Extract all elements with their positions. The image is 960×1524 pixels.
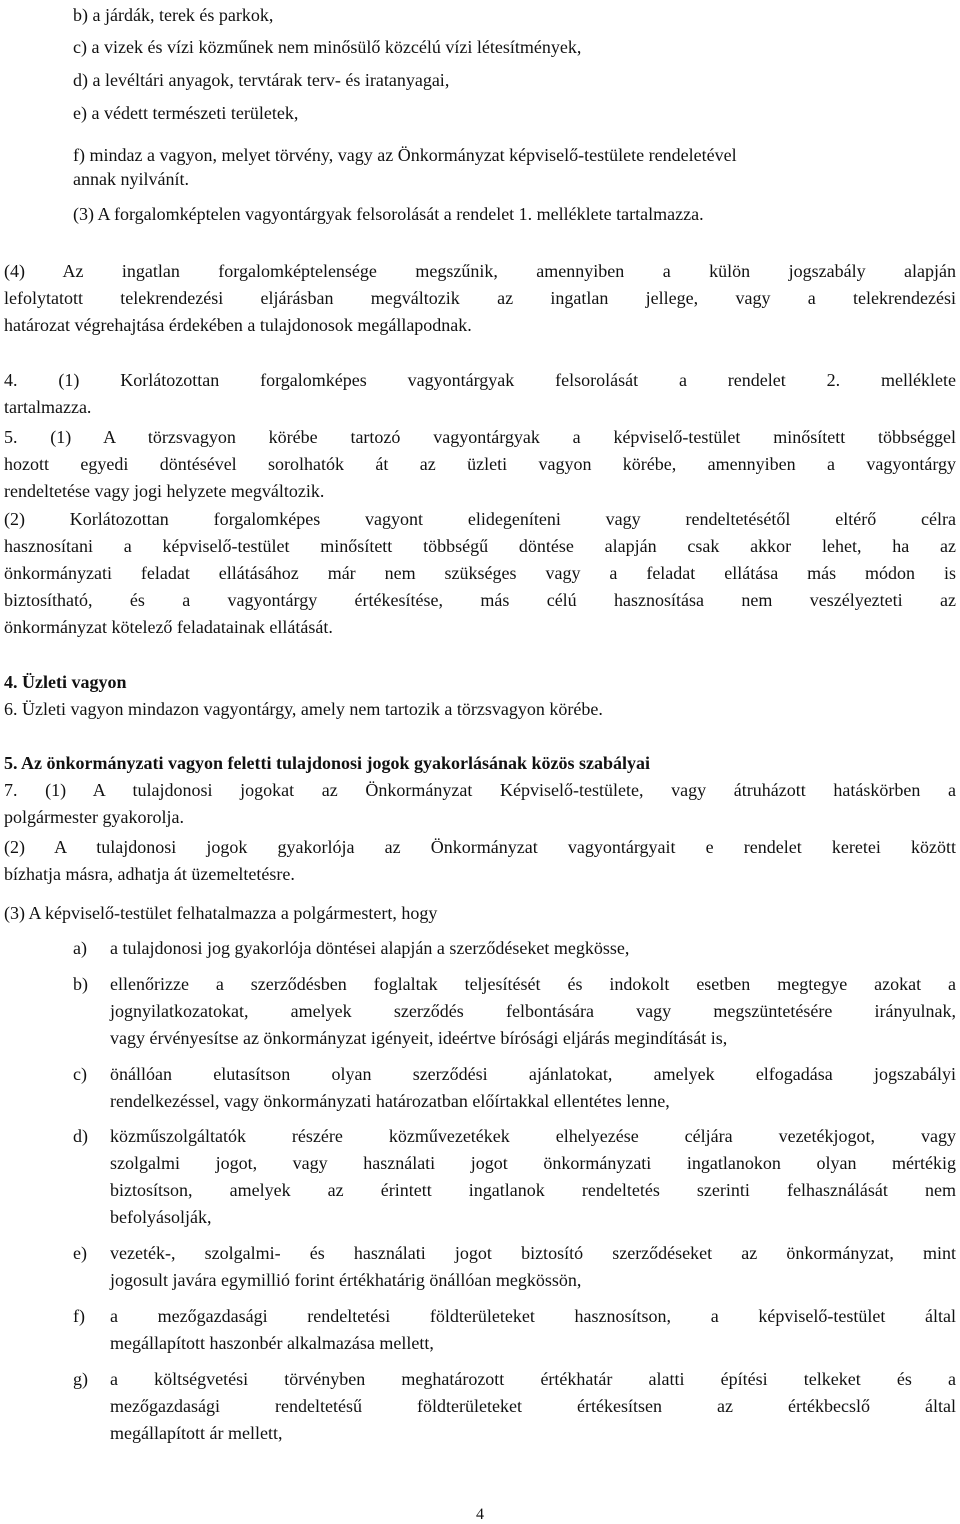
item-label-d: d): [73, 1126, 88, 1146]
item-label-b: b): [73, 974, 88, 994]
item-g-line-3: megállapított ár mellett,: [110, 1423, 283, 1443]
list-item-f-cont: annak nyilvánít.: [73, 169, 189, 189]
item-f-line-1: a mezőgazdasági rendeltetési földterületeket hasznosítson, a képviselő-testület által: [110, 1306, 956, 1326]
item-label-a: a): [73, 938, 87, 958]
item-d-line-2: szolgalmi jogot, vagy használati jogot önkormányzati ingatlanokon olyan mértékig: [110, 1153, 956, 1173]
item-d-line-1: közműszolgáltatók részére közművezetékek elhelyezése céljára vezetékjogot, vagy: [110, 1126, 956, 1146]
section-4-line-1: 4. (1) Korlátozottan forgalomképes vagyontárgyak felsorolását a rendelet 2. melléklete: [4, 370, 956, 390]
item-d-line-3: biztosítson, amelyek az érintett ingatlanok rendeltetés szerinti felhasználását nem: [110, 1180, 956, 1200]
section-5-2-line-1: (2) Korlátozottan forgalomképes vagyont elidegeníteni vagy rendeltetésétől eltérő célra: [4, 509, 956, 529]
item-b-line-2: jognyilatkozatokat, amelyek szerződés felbontására vagy megszüntetésére irányulnak,: [110, 1001, 956, 1021]
list-item-c: c) a vizek és vízi közműnek nem minősülő közcélú vízi létesítmények,: [73, 37, 582, 57]
item-a-line-1: a tulajdonosi jog gyakorlója döntései alapján a szerződéseket megkösse,: [110, 938, 630, 958]
item-f-line-2: megállapított haszonbér alkalmazása mellett,: [110, 1333, 434, 1353]
item-g-line-1: a költségvetési törvényben meghatározott értékhatár alatti építési telkeket és a: [110, 1369, 956, 1389]
list-item-b: b) a járdák, terek és parkok,: [73, 5, 274, 25]
item-b-line-3: vagy érvényesítse az önkormányzat igényeit, ideértve bírósági eljárás megindítását is,: [110, 1028, 728, 1048]
section-5-1-line-2: hozott egyedi döntésével sorolhatók át az üzleti vagyon körébe, amennyiben a vagyontárgy: [4, 454, 956, 474]
heading-uzleti-vagyon: 4. Üzleti vagyon: [4, 672, 127, 692]
paragraph-3: (3) A forgalomképtelen vagyontárgyak felsorolását a rendelet 1. melléklete tartalmazza.: [73, 204, 704, 224]
paragraph-4-line-1: (4) Az ingatlan forgalomképtelensége megszűnik, amennyiben a külön jogszabály alapján: [4, 261, 956, 281]
section-5-1-line-3: rendeltetése vagy jogi helyzete megváltozik.: [4, 481, 325, 501]
item-d-line-4: befolyásolják,: [110, 1207, 212, 1227]
heading-tulajdonosi-jogok: 5. Az önkormányzati vagyon feletti tulajdonosi jogok gyakorlásának közös szabályai: [4, 753, 651, 773]
section-5-1-line-1: 5. (1) A törzsvagyon körébe tartozó vagyontárgyak a képviselő-testület minősített többséggel: [4, 427, 956, 447]
section-5-2-line-5: önkormányzat kötelező feladatainak ellátását.: [4, 617, 333, 637]
item-label-c: c): [73, 1064, 87, 1084]
paragraph-4-line-3: határozat végrehajtása érdekében a tulajdonosok megállapodnak.: [4, 315, 472, 335]
item-c-line-2: rendelkezéssel, vagy önkormányzati határozatban előírtakkal ellentétes lenne,: [110, 1091, 670, 1111]
section-4-line-2: tartalmazza.: [4, 397, 92, 417]
list-item-d: d) a levéltári anyagok, tervtárak terv- és iratanyagai,: [73, 70, 450, 90]
item-e-line-1: vezeték-, szolgalmi- és használati jogot biztosító szerződéseket az önkormányzat, mint: [110, 1243, 956, 1263]
item-c-line-1: önállóan elutasítson olyan szerződési ajánlatokat, amelyek elfogadása jogszabályi: [110, 1064, 956, 1084]
item-g-line-2: mezőgazdasági rendeltetésű földterületeket értékesítsen az értékbecslő által: [110, 1396, 956, 1416]
list-item-f: f) mindaz a vagyon, melyet törvény, vagy az Önkormányzat képviselő-testülete rendeletével: [73, 145, 737, 165]
section-7-1-line-2: polgármester gyakorolja.: [4, 807, 184, 827]
section-7-2-line-1: (2) A tulajdonosi jogok gyakorlója az Önkormányzat vagyontárgyait e rendelet keretei között: [4, 837, 956, 857]
section-5-2-line-3: önkormányzati feladat ellátásához már nem szükséges vagy a feladat ellátása más módon is: [4, 563, 956, 583]
item-label-f: f): [73, 1306, 85, 1326]
paragraph-4-line-2: lefolytatott telekrendezési eljárásban megváltozik az ingatlan jellege, vagy a telekrendezési: [4, 288, 956, 308]
section-5-2-line-4: biztosítható, és a vagyontárgy értékesítése, más célú hasznosítása nem veszélyezteti az: [4, 590, 956, 610]
section-5-2-line-2: hasznosítani a képviselő-testület minősített többségű döntése alapján csak akkor lehet, ha az: [4, 536, 956, 556]
section-7-1-line-1: 7. (1) A tulajdonosi jogokat az Önkormányzat Képviselő-testülete, vagy átruházott hatáskörben a: [4, 780, 956, 800]
item-e-line-2: jogosult javára egymillió forint értékhatárig önállóan megkössön,: [110, 1270, 582, 1290]
section-7-2-line-2: bízhatja másra, adhatja át üzemeltetésre.: [4, 864, 295, 884]
item-label-e: e): [73, 1243, 87, 1263]
list-item-e: e) a védett természeti területek,: [73, 103, 299, 123]
section-6: 6. Üzleti vagyon mindazon vagyontárgy, amely nem tartozik a törzsvagyon körébe.: [4, 699, 603, 719]
page-number: 4: [476, 1506, 484, 1523]
item-label-g: g): [73, 1369, 88, 1389]
section-7-3: (3) A képviselő-testület felhatalmazza a polgármestert, hogy: [4, 903, 438, 923]
item-b-line-1: ellenőrizze a szerződésben foglaltak teljesítését és indokolt esetben megtegye azokat a: [110, 974, 956, 994]
